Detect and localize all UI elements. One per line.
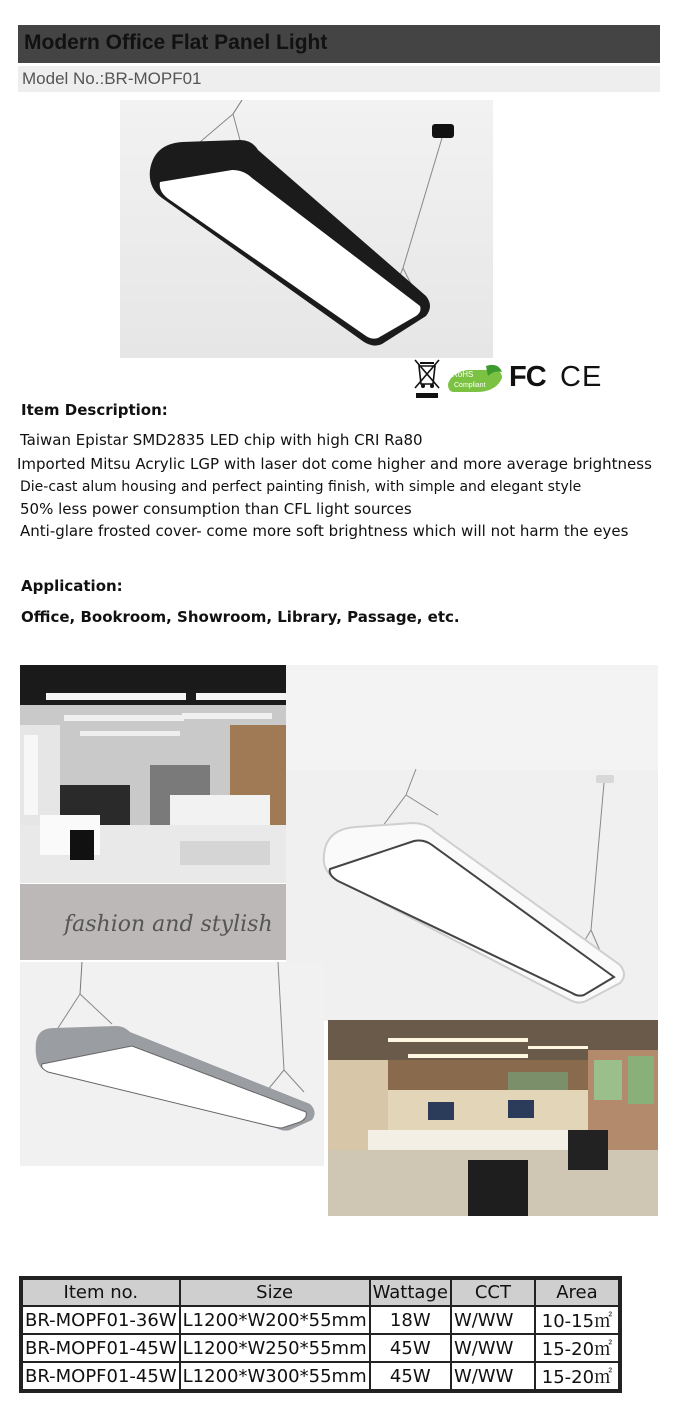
wattage-cell: 18W — [370, 1306, 451, 1334]
silver-panel-photo — [20, 962, 324, 1166]
rohs-sublabel: Compliant — [454, 382, 486, 389]
spec-table — [21, 1278, 620, 1391]
area-cell: 10-15㎡ — [535, 1306, 619, 1334]
black-panel-light-illustration — [120, 100, 493, 358]
ce-mark: CE — [560, 361, 603, 393]
model-number: Model No.:BR-MOPF01 — [22, 69, 202, 88]
rohs-compliant-icon — [446, 362, 504, 396]
wattage-cell: 45W — [370, 1362, 451, 1390]
page-title: Modern Office Flat Panel Light — [24, 31, 328, 54]
cct-cell: W/WW — [451, 1306, 535, 1334]
column-header: Size — [180, 1279, 370, 1306]
fashion-banner — [20, 884, 292, 960]
size-cell: L1200*W300*55mm — [180, 1362, 370, 1390]
description-line: 50% less power consumption than CFL light sources — [20, 500, 412, 518]
rohs-label: RoHS — [452, 370, 474, 379]
cct-cell: W/WW — [451, 1362, 535, 1390]
cct-cell: W/WW — [451, 1334, 535, 1362]
description-line: Die-cast alum housing and perfect painting finish, with simple and elegant style — [20, 479, 582, 495]
item-no-cell: BR-MOPF01-45W — [22, 1362, 180, 1390]
column-header: Item no. — [22, 1279, 180, 1306]
table-header-row — [22, 1279, 619, 1306]
column-header: Wattage — [370, 1279, 451, 1306]
item-no-cell: BR-MOPF01-36W — [22, 1306, 180, 1334]
area-cell: 15-20㎡ — [535, 1362, 619, 1390]
description-line: Anti-glare frosted cover- come more soft brightness which will not harm the eyes — [20, 522, 629, 540]
office-photo-1 — [20, 665, 286, 883]
fashion-banner-text: fashion and stylish — [64, 912, 273, 937]
application-text: Office, Bookroom, Showroom, Library, Passage, etc. — [21, 608, 460, 626]
table-row — [22, 1306, 619, 1334]
size-cell: L1200*W200*55mm — [180, 1306, 370, 1334]
description-line: Taiwan Epistar SMD2835 LED chip with high CRI Ra80 — [20, 431, 423, 449]
application-heading: Application: — [21, 577, 123, 595]
model-bar — [18, 66, 660, 92]
table-row — [22, 1362, 619, 1390]
hero-product-image — [120, 100, 493, 358]
office-photo-2 — [328, 1020, 658, 1216]
item-no-cell: BR-MOPF01-45W — [22, 1334, 180, 1362]
fcc-mark: FC — [509, 361, 546, 393]
wattage-cell: 45W — [370, 1334, 451, 1362]
column-header: CCT — [451, 1279, 535, 1306]
column-header: Area — [535, 1279, 619, 1306]
table-row — [22, 1334, 619, 1362]
white-panel-photo — [286, 665, 658, 1021]
item-description-heading: Item Description: — [21, 401, 168, 419]
description-line: Imported Mitsu Acrylic LGP with laser dot come higher and more average brightness — [17, 455, 652, 473]
area-cell: 15-20㎡ — [535, 1334, 619, 1362]
size-cell: L1200*W250*55mm — [180, 1334, 370, 1362]
title-bar — [18, 25, 660, 63]
